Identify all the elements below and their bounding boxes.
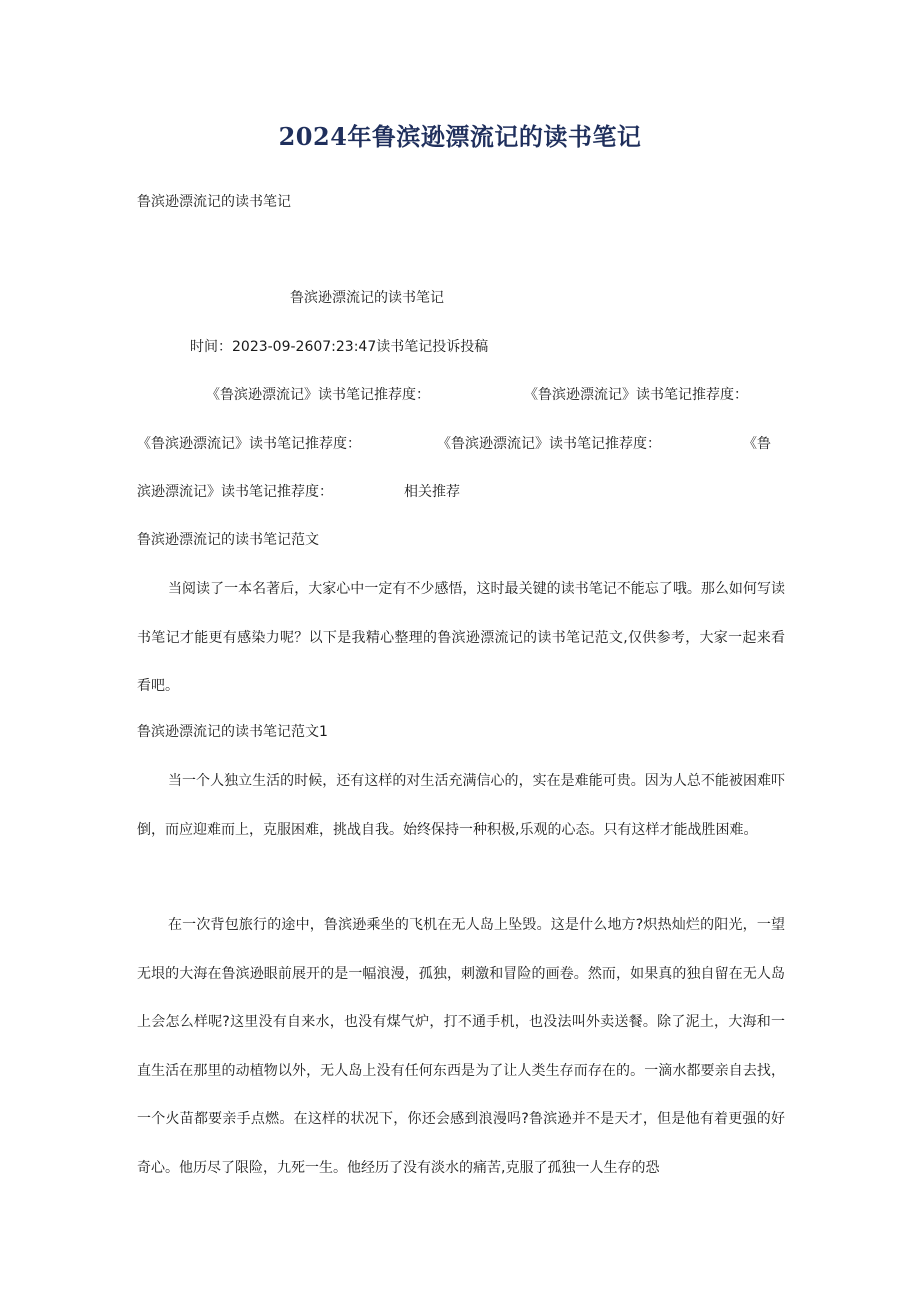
- body-paragraph: 在一次背包旅行的途中，鲁滨逊乘坐的飞机在无人岛上坠毁。这是什么地方?炽热灿烂的阳光，一望无垠的大海在鲁滨逊眼前展开的是一幅浪漫，孤独，刺激和冒险的画卷。然而，如果真的独自留在无人岛上会怎么样呢?这里没有自来水，也没有煤气炉，打不通手机，也没法叫外卖送餐。除了泥土，大海和一直生活在那里的动植物以外，无人岛上没有任何东西是为了让人类生存而存在的。一滴水都要亲自去找，一个火苗都要亲手点燃。在这样的状况下，你还会感到浪漫吗?鲁滨逊并不是天才，但是他有着更强的好奇心。他历尽了限险，九死一生。他经历了没有淡水的痛苦,克服了孤独一人生存的恐: [137, 917, 785, 1176]
- recommend-item[interactable]: 滨逊漂流记》读书笔记推荐度：: [137, 484, 333, 500]
- article-title: 鲁滨逊漂流记的读书笔记: [290, 290, 444, 306]
- document-subtitle: 鲁滨逊漂流记的读书笔记: [137, 194, 291, 210]
- recommend-item[interactable]: 《鲁滨逊漂流记》读书笔记推荐度：: [437, 436, 661, 452]
- recommend-item[interactable]: 《鲁: [743, 436, 771, 452]
- related-link[interactable]: 相关推荐: [404, 484, 460, 500]
- recommend-item[interactable]: 《鲁滨逊漂流记》读书笔记推荐度：: [137, 436, 361, 452]
- recommend-item[interactable]: 《鲁滨逊漂流记》读书笔记推荐度：: [206, 387, 430, 403]
- intro-paragraph: 当阅读了一本名著后，大家心中一定有不少感悟，这时最关键的读书笔记不能忘了哦。那么如何写读书笔记才能更有感染力呢？以下是我精心整理的鲁滨逊漂流记的读书笔记范文,仅供参考，大家一起来看看吧。: [137, 581, 785, 694]
- article-meta: 时间：2023-09-2607:23:47读书笔记投诉投稿: [190, 339, 489, 355]
- recommend-item[interactable]: 《鲁滨逊漂流记》读书笔记推荐度：: [524, 387, 748, 403]
- body-paragraph: 当一个人独立生活的时候，还有这样的对生活充满信心的，实在是难能可贵。因为人总不能被困难吓倒，而应迎难而上，克服困难，挑战自我。始终保持一种积极,乐观的心态。只有这样才能战胜困难。: [137, 773, 785, 838]
- section-heading: 鲁滨逊漂流记的读书笔记范文1: [137, 724, 328, 740]
- document-title: 2024年鲁滨逊漂流记的读书笔记: [278, 122, 642, 151]
- section-heading: 鲁滨逊漂流记的读书笔记范文: [137, 532, 319, 548]
